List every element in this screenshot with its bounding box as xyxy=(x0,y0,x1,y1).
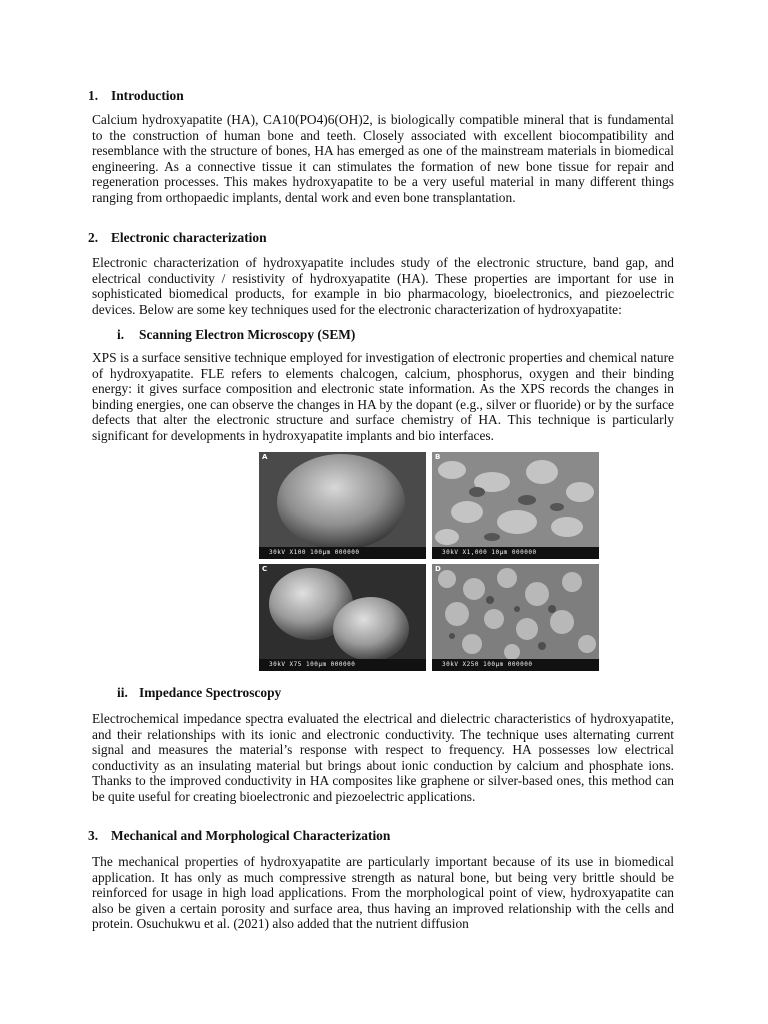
micrograph-panel-d xyxy=(432,564,599,671)
panel-label: D xyxy=(435,565,441,573)
panel-scale-caption: 30kV X1,000 10μm 000000 xyxy=(442,549,537,556)
micrograph-c-image xyxy=(259,564,426,671)
panel-label: A xyxy=(262,453,268,461)
panel-scale-caption: 30kV X100 100μm 000000 xyxy=(269,549,360,556)
subsection-heading-sem xyxy=(117,327,355,343)
electronic-paragraph: Electronic characterization of hydroxyapatite includes study of the electronic structure, band gap, and electrical conductivity / resistivity of hydroxyapatite (HA). These properties are important for use in sophisticated biomedical products, for example in bio pharmacology, bioelectronics, and piezoelectric devices. Below are some key techniques used for the electronic characterization of hydroxyapatite: xyxy=(92,255,674,317)
panel-scale-caption: 30kV X250 100μm 000000 xyxy=(442,661,533,668)
subsection-heading-impedance xyxy=(117,685,281,701)
micrograph-panel-a xyxy=(259,452,426,559)
micrograph-panel-b xyxy=(432,452,599,559)
section-number: 2. xyxy=(88,230,99,245)
micrograph-b-image xyxy=(432,452,599,559)
sem-micrograph-figure xyxy=(259,452,599,671)
section-heading-electronic xyxy=(88,230,267,246)
micrograph-a-image xyxy=(259,452,426,559)
mechanical-paragraph: The mechanical properties of hydroxyapatite are particularly important because of its use in biomedical application. It has only as much compressive strength as natural bone, but being very brittle should be reinforced for usage in high load applications. From the morphological point of view, hydroxyapatite can also be given a certain porosity and surface area, thus having an improved relationship with the cells and protein. Osuchukwu et al. (2021) also added that the nutrient diffusion xyxy=(92,854,674,932)
subsection-number: ii. xyxy=(117,685,128,700)
sem-paragraph: XPS is a surface sensitive technique employed for investigation of electronic properties and chemical nature of hydroxyapatite. FLE refers to elements chalcogen, calcium, phosphorus, oxygen and their binding energy: it gives surface composition and electronic state information. As the XPS records the changes in binding energies, one can observe the changes in HA by the dopant (e.g., silver or fluoride) or by the surface defects that alter the electronic structure and surface chemistry of HA. This technique is particularly significant for developments in hydroxyapatite implants and bio interfaces. xyxy=(92,350,674,443)
subsection-title: Scanning Electron Microscopy (SEM) xyxy=(139,327,356,342)
subsection-number: i. xyxy=(117,327,125,342)
micrograph-d-image xyxy=(432,564,599,671)
panel-label: B xyxy=(435,453,441,461)
section-title: Introduction xyxy=(111,88,184,103)
introduction-paragraph: Calcium hydroxyapatite (HA), CA10(PO4)6(OH)2, is biologically compatible mineral that is fundamental to the construction of human bone and teeth. Closely associated with excellent biocompatibility and resemblance with the structure of bones, HA has emerged as one of the mainstream materials in biomedical engineering. As a connective tissue it can stimulates the formation of new bone tissue for repair and regeneration processes. This makes hydroxyapatite to be a very useful material in many different things ranging from orthopaedic implants, dental work and even bone transplantation. xyxy=(92,112,674,205)
micrograph-panel-c xyxy=(259,564,426,671)
section-number: 1. xyxy=(88,88,99,103)
section-heading-mechanical xyxy=(88,828,390,844)
section-number: 3. xyxy=(88,828,99,843)
panel-label: C xyxy=(262,565,268,573)
section-title: Electronic characterization xyxy=(111,230,267,245)
impedance-paragraph: Electrochemical impedance spectra evaluated the electrical and dielectric characteristics of hydroxyapatite, and their relationships with its ionic and electronic conductivity. The technique uses alternating current signal and measures the material’s response with respect to frequency. HA possesses low electrical conductivity as an insulating material but brings about ionic conduction by calcium and phosphate ions. Thanks to the improved conductivity in HA composites like graphene or silver-based ones, this method can be quite useful for creating bioelectronic and piezoelectric applications. xyxy=(92,711,674,804)
panel-scale-caption: 30kV X75 100μm 000000 xyxy=(269,661,356,668)
subsection-title: Impedance Spectroscopy xyxy=(139,685,282,700)
section-title: Mechanical and Morphological Characterization xyxy=(111,828,391,843)
section-heading-introduction xyxy=(88,88,184,104)
